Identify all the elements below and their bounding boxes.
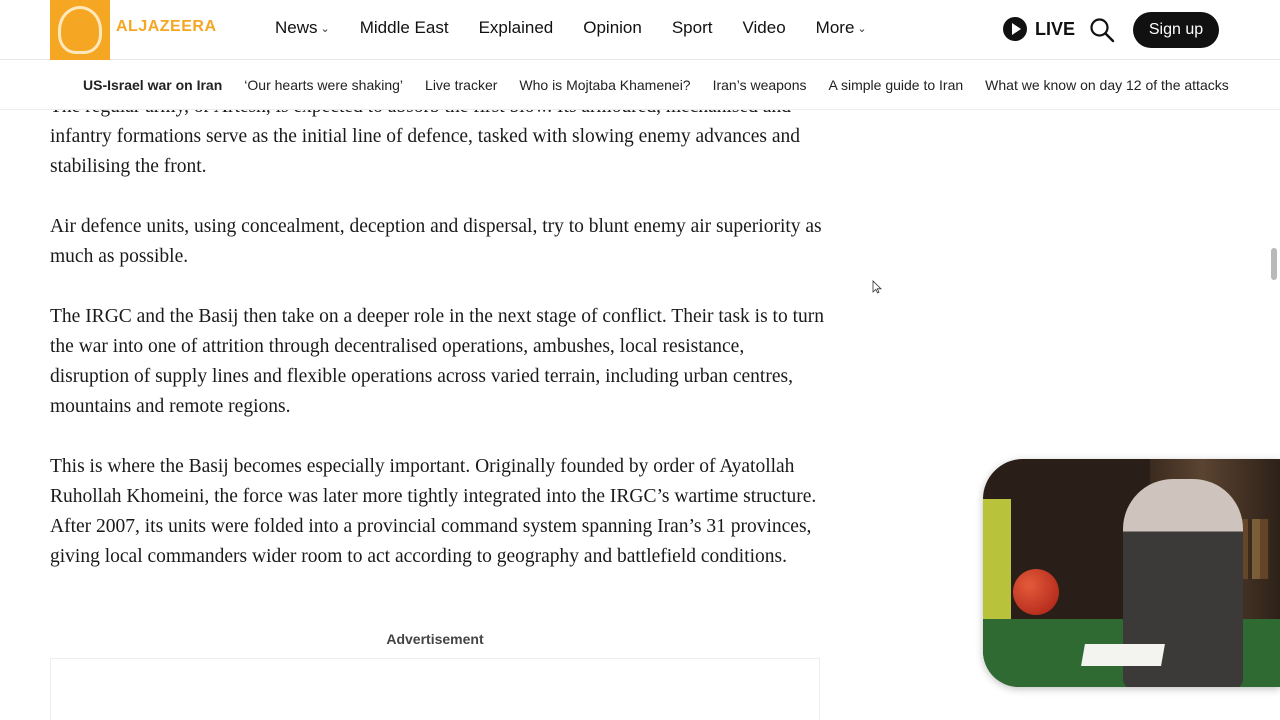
scrollbar-thumb[interactable] (1271, 248, 1277, 280)
nav-news-label: News (275, 18, 318, 37)
nav-video-label: Video (742, 18, 786, 37)
chevron-down-icon: ⌄ (320, 22, 330, 35)
article-paragraph: infantry formations serve as the initial line of defence, tasked with slowing enemy advances and stabilising the front. (50, 126, 800, 177)
nav-video[interactable] (742, 18, 785, 38)
video-apple (1013, 569, 1059, 615)
article-paragraph: This is where the Basij becomes especially important. Originally founded by order of Ayatollah Ruhollah Khomeini, the force was later more tightly integrated into the IRGC’s wartime structure. After 2007, its units were folded into a provincial command system spanning Iran’s 31 provinces, giving local commanders wider room to act according to geography and battlefield conditions. (50, 456, 817, 567)
nav-explained[interactable] (479, 18, 554, 38)
subnav-item-mojtaba-khamenei[interactable]: Who is Mojtaba Khamenei? (519, 77, 691, 93)
chevron-down-icon: ⌄ (857, 22, 867, 35)
article-paragraph: The IRGC and the Basij then take on a deeper role in the next stage of conflict. Their task is to turn the war into one of attrition through decentralised operations, ambushes, local resistance, disruption of supply lines and flexible operations across varied terrain, including urban centres, mountains and remote regions. (50, 306, 825, 417)
top-navigation (0, 0, 1280, 60)
subnav-item-irans-weapons[interactable]: Iran’s weapons (712, 77, 807, 93)
subnav-item-war-on-iran[interactable]: US-Israel war on Iran (83, 77, 223, 93)
play-icon (1003, 17, 1027, 41)
topic-subnav (0, 61, 1280, 110)
search-icon[interactable] (1089, 17, 1115, 43)
nav-sport[interactable] (672, 18, 713, 38)
subnav-item-day-12[interactable]: What we know on day 12 of the attacks (985, 77, 1229, 93)
nav-opinion[interactable] (583, 18, 642, 38)
floating-video-player[interactable] (983, 459, 1280, 687)
nav-opinion-label: Opinion (583, 18, 642, 37)
advertisement-label: Advertisement (386, 631, 484, 647)
nav-explained-label: Explained (478, 18, 554, 37)
video-papers (1081, 644, 1165, 666)
aljazeera-logo[interactable] (50, 0, 110, 60)
main-nav (275, 18, 867, 38)
video-lamp (983, 499, 1011, 619)
nav-middle-east-label: Middle East (359, 18, 449, 37)
subnav-item-guide-to-iran[interactable]: A simple guide to Iran (828, 77, 964, 93)
subnav-item-live-tracker[interactable]: Live tracker (425, 77, 498, 93)
article-body (50, 92, 825, 602)
nav-more-label: More (815, 18, 855, 37)
mouse-cursor-icon (872, 280, 882, 294)
nav-middle-east[interactable] (360, 18, 449, 38)
nav-sport-label: Sport (671, 18, 713, 37)
subnav-item-hearts-shaking[interactable]: ‘Our hearts were shaking’ (244, 77, 404, 93)
live-label: LIVE (1035, 18, 1076, 39)
advertisement-slot[interactable] (50, 658, 820, 720)
live-button[interactable] (1003, 17, 1075, 41)
sign-up-button[interactable]: Sign up (1133, 12, 1219, 48)
logo-emblem-icon (58, 6, 102, 54)
article-paragraph: Air defence units, using concealment, deception and dispersal, try to blunt enemy air superiority as much as possible. (50, 216, 822, 267)
nav-news[interactable] (275, 18, 330, 38)
logo-wordmark[interactable]: ALJAZEERA (116, 18, 217, 35)
nav-more[interactable] (816, 18, 867, 38)
